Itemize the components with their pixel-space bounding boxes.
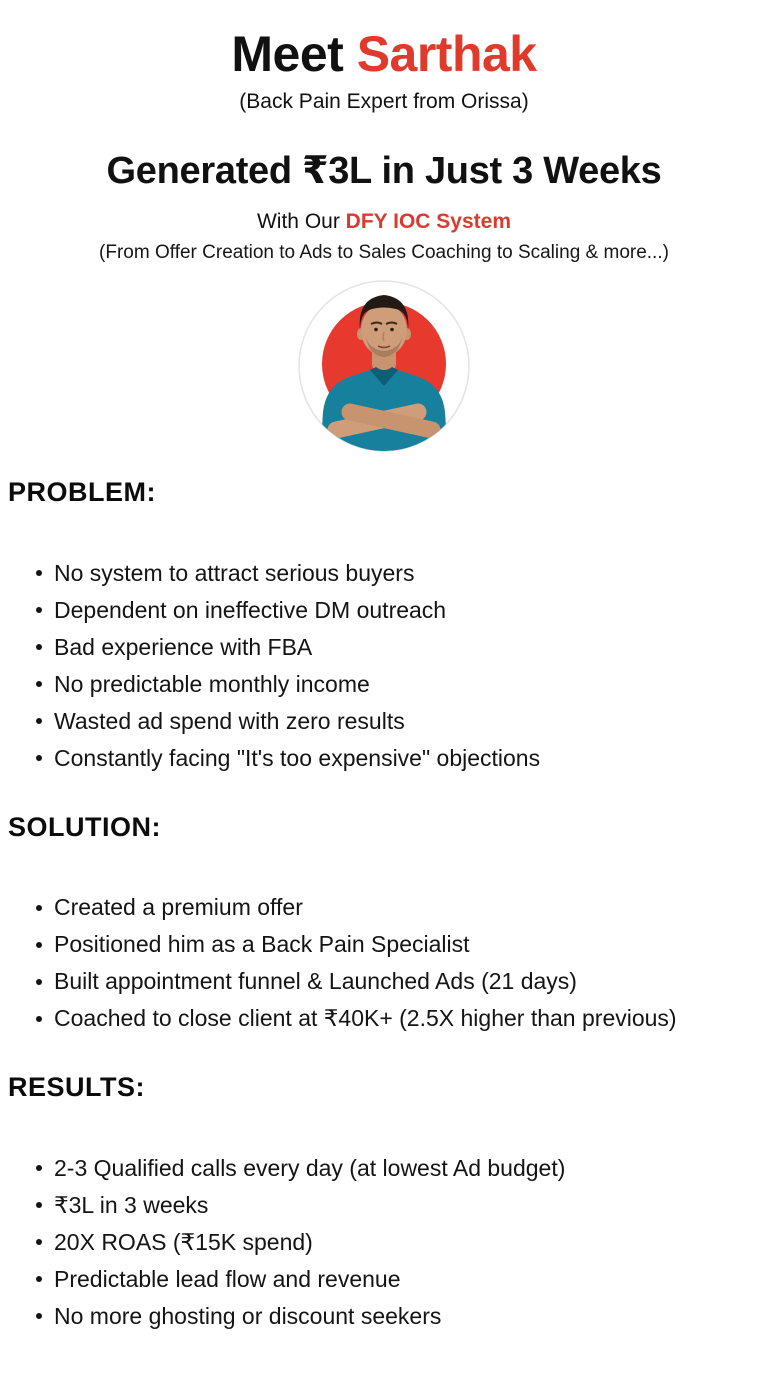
subheadline-note: (From Offer Creation to Ads to Sales Coaching to Scaling & more...) [99,241,669,263]
page-title-black: Meet [231,26,357,82]
list-item: Positioned him as a Back Pain Specialist [36,926,760,963]
list-item: Wasted ad spend with zero results [36,703,760,740]
list-item: ₹3L in 3 weeks [36,1187,760,1224]
subheadline [0,209,768,234]
sarthak-portrait [296,278,472,454]
list-item: Coached to close client at ₹40K+ (2.5X higher than previous) [36,1000,760,1037]
page-title-red: Sarthak [356,26,537,82]
list-item: Predictable lead flow and revenue [36,1261,760,1298]
problem-list [8,555,760,777]
case-study-content [0,476,768,1334]
results-list [8,1150,760,1335]
list-item: Built appointment funnel & Launched Ads (21 days) [36,963,760,1000]
list-item: Bad experience with FBA [36,629,760,666]
headline: Generated ₹3L in Just 3 Weeks [106,149,662,192]
subheadline-highlight: DFY IOC System [345,210,512,234]
list-item: 2-3 Qualified calls every day (at lowest Ad budget) [36,1150,760,1187]
section-title-problem: PROBLEM: [8,477,156,508]
section-title-solution: SOLUTION: [8,811,161,842]
expert-subtitle: (Back Pain Expert from Orissa) [239,89,529,113]
section-title-results: RESULTS: [8,1072,145,1103]
section-results [0,1071,768,1334]
section-problem [0,476,768,776]
list-item: 20X ROAS (₹15K spend) [36,1224,760,1261]
page-title [0,26,768,84]
subheadline-prefix: With Our [256,210,346,234]
list-item: Dependent on ineffective DM outreach [36,592,760,629]
list-item: No more ghosting or discount seekers [36,1298,760,1335]
list-item: Constantly facing "It's too expensive" objections [36,740,760,777]
list-item: No system to attract serious buyers [36,555,760,592]
solution-list [8,889,760,1037]
list-item: No predictable monthly income [36,666,760,703]
page-header [0,26,768,454]
person-arms-crossed-illustration [296,278,472,454]
section-solution [0,811,768,1037]
list-item: Created a premium offer [36,889,760,926]
